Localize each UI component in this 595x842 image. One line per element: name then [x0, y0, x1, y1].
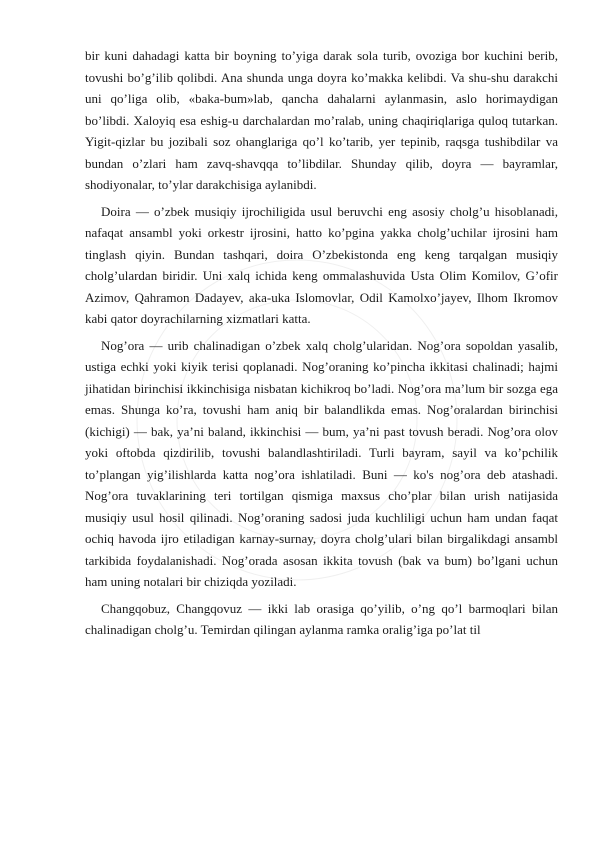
- paragraph-doira: Doira — o’zbek musiqiy ijrochiligida usul beruvchi eng asosiy cholg’u hisoblanadi, nafaqat ansambl yoki orkestr ijrosini, hatto ko’pgina yakka cholg’uchilar ijrosini ham tinglash qiyin. Bundan tashqari, doira O’zbekistonda eng keng tarqalgan musiqiy cholg’ulardan biridir. Uni xalq ichida keng ommalashuvida Usta Olim Komilov, G’ofir Azimov, Qahramon Dadayev, aka-uka Islomovlar, Odil Kamolxo’jayev, Ilhom Ikromov kabi qator doyrachilarning xizmatlari katta.: [85, 203, 558, 326]
- paragraph-doyra-legend: bir kuni dahadagi katta bir boyning to’yiga darak sola turib, ovoziga bor kuchini berib, tovushi bo’g’ilib qolibdi. Ana shunda unga doyra ko’makka kelibdi. Va shu-shu darakchi uni qo’liga olib, «baka-bum»lab, qancha dahalarni aylanmasin, aslo horimaydigan bo’libdi. Xaloyiq esa eshig-u darchalardan mo’ralab, uning chaqiriqlariga quloq tutarkan. Yigit-qizlar bu jozibali soz ohanglariga qo’l ko’tarib, yer tepinib, raqsga tushibdilar va bundan o’zlari ham zavq-shavqqa to’libdilar. Shunday qilib, doyra — bayramlar, shodiyonalar, to’ylar darakchisiga aylanibdi.: [85, 48, 558, 192]
- paragraph-changqobuz: Changqobuz, Changqovuz — ikki lab orasiga qo’yilib, o’ng qo’l barmoqlari bilan chalinadigan cholg’u. Temirdan qilingan aylanma ramka oralig’iga po’lat til: [85, 600, 558, 637]
- paragraph-nogora: Nog’ora — urib chalinadigan o’zbek xalq cholg’ularidan. Nog’ora sopoldan yasalib, ustiga echki yoki kiyik terisi qoplanadi. Nog’oraning ko’pincha ikkitasi chalinadi; hajmi jihatidan birinchisi ikkinchisiga nisbatan kichikroq bo’ladi. Nog’ora ma’lum bir sozga ega emas. Shunga ko’ra, tovushi ham aniq bir balandlikda emas. Nog’oralardan birinchisi (kichigi) — bak, ya’ni baland, ikkinchisi — bum, ya’ni past tovush beradi. Nog’ora olov yoki oftobda qizdirilib, tovushi balandlashtiriladi. Turli bayram, sayil va ko’pchilik to’plangan yig’ilishlarda katta nog’ora ishlatiladi. Buni — ko's nog’ora deb atashadi. Nog’ora tuvaklarining teri tortilgan qismiga maxsus cho’plar bilan urish natijasida musiqiy usul hosil qilinadi. Nog’oraning sadosi juda kuchliligi uchun ham undan faqat ochiq havoda ijro etiladigan karnay-surnay, doyra cholg’ulari bilan birgalikdagi ansambl tarkibida foydalanishadi. Nog’orada asosan ikkita tovush (bak va bum) bo’lgani uchun ham uning notalari bir chiziqda yoziladi.: [85, 337, 558, 589]
- document-page: [85, 45, 558, 646]
